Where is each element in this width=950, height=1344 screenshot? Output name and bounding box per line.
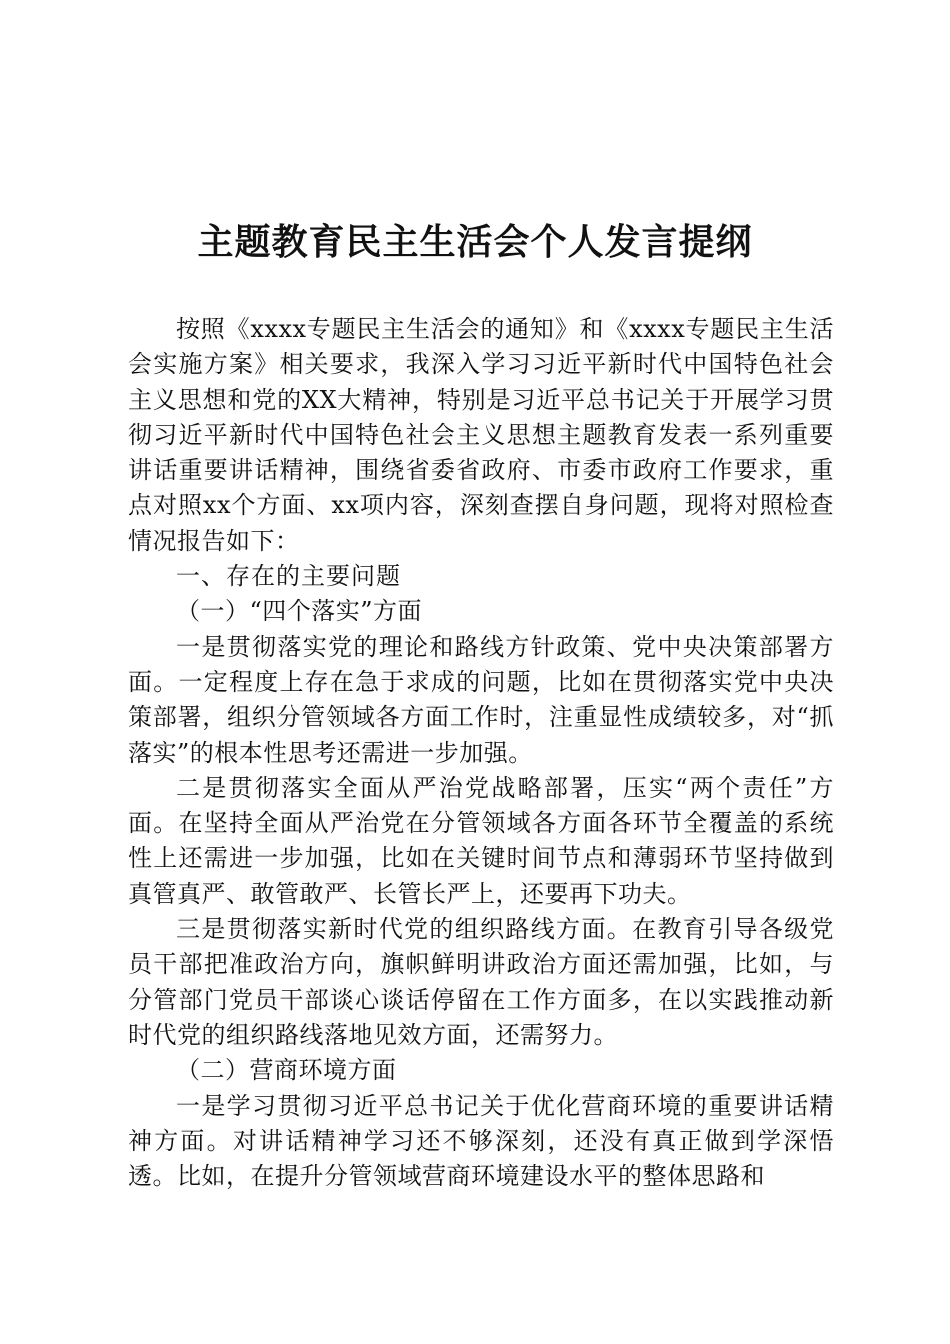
intro-paragraph: 按照《xxxx专题民主生活会的通知》和《xxxx专题民主生活会实施方案》相关要求，我深入学习习近平新时代中国特色社会主义思想和党的XX大精神，特别是习近平总书记关于开展学习贯彻习近平新时代中国特色社会主义思想主题教育发表一系列重要讲话重要讲话精神，围绕省委省政府、市委市政府工作要求，重点对照xx个方面、xx项内容，深刻查摆自身问题，现将对照检查情况报告如下： [128,315,834,555]
paragraph-four-implementations-3: 三是贯彻落实新时代党的组织路线方面。在教育引导各级党员干部把准政治方向，旗帜鲜明讲政治方面还需加强，比如，与分管部门党员干部谈心谈话停留在工作方面多，在以实践推动新时代党的组织路线落地见效方面，还需努力。 [128,915,834,1049]
paragraph-four-implementations-1: 一是贯彻落实党的理论和路线方针政策、党中央决策部署方面。一定程度上存在急于求成的问题，比如在贯彻落实党中央决策部署，组织分管领域各方面工作时，注重显性成绩较多，对“抓落实”的根本性思考还需进一步加强。 [128,632,834,767]
document-body [128,312,834,1194]
section-heading-main-problems: 一、存在的主要问题 [176,562,401,591]
paragraph-four-implementations-2: 二是贯彻落实全面从严治党战略部署，压实“两个责任”方面。在坚持全面从严治党在分管领域各方面各环节全覆盖的系统性上还需进一步加强，比如在关键时间节点和薄弱环节坚持做到真管真严、敢管敢严、长管长严上，还要再下功夫。 [128,773,834,908]
paragraph-business-environment-1: 一是学习贯彻习近平总书记关于优化营商环境的重要讲话精神方面。对讲话精神学习还不够深刻，还没有真正做到学深悟透。比如，在提升分管领域营商环境建设水平的整体思路和 [128,1091,834,1191]
document-title: 主题教育民主生活会个人发言提纲 [197,221,753,263]
subsection-heading-business-environment: （二）营商环境方面 [176,1056,397,1085]
subsection-heading-four-implementations: （一）“四个落实”方面 [176,597,423,626]
